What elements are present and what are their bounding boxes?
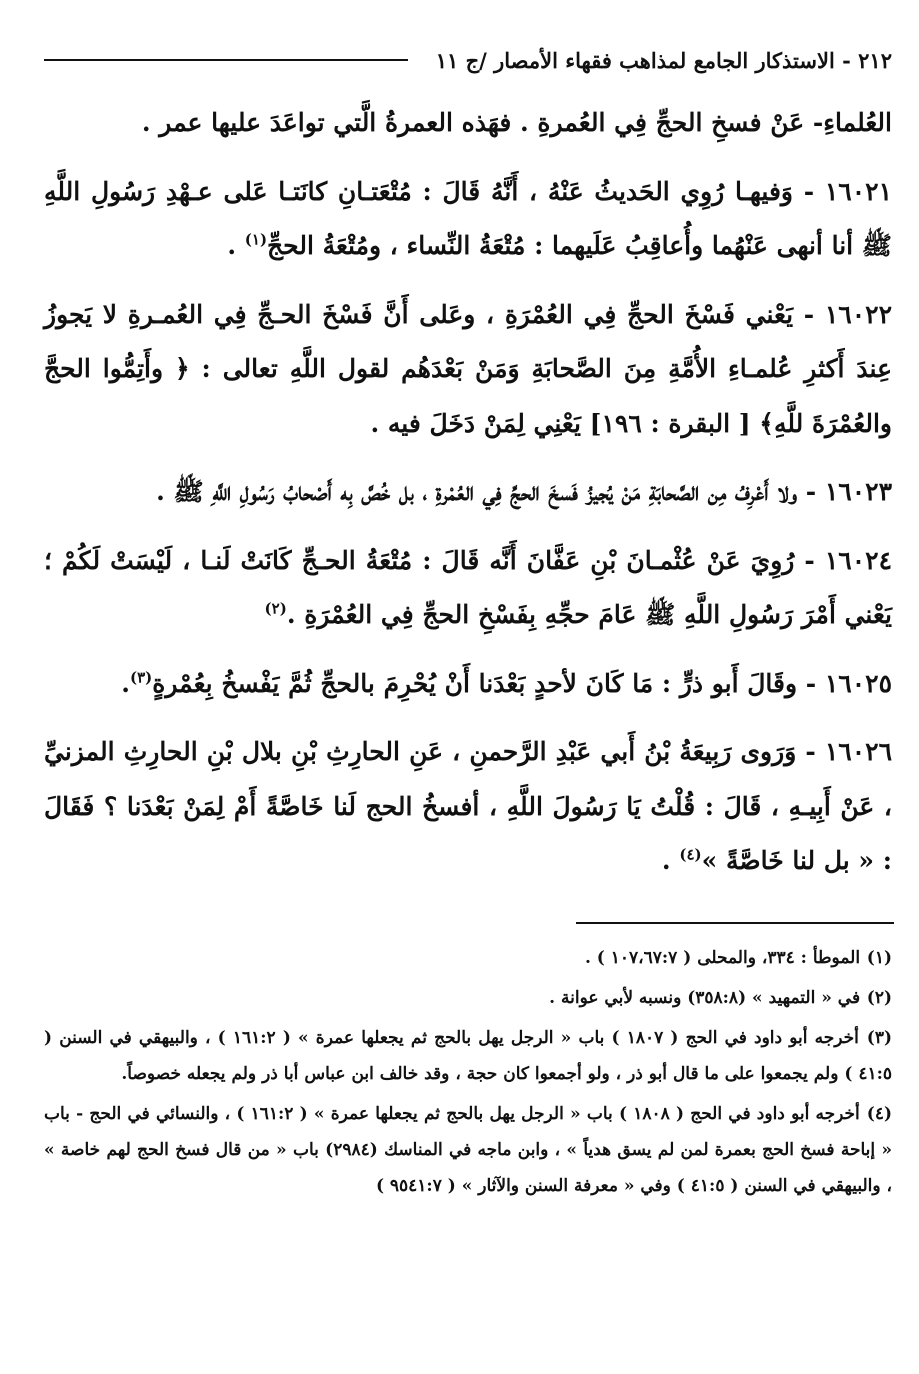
paragraph-16026 bbox=[44, 725, 892, 889]
footnote-2 bbox=[44, 980, 892, 1016]
paragraph-16023 bbox=[44, 465, 892, 520]
paragraph-end: . bbox=[121, 668, 130, 698]
footnote-number: (١) bbox=[866, 948, 892, 968]
footnote-text: أخرجه أبو داود في الحج ( ١٨٠٨ ) باب « الرجل يهل بالحج ثم يجعلها عمرة » ( ١٦١:٢ ) ، والنسائي في الحج - باب « إباحة فسخ الحج بعمرة لمن لم يسق هدياً » ، وابن ماجه في المناسك (٢٩٨٤) باب « من قال فسخ الحج لهم خاصة » ، والبيهقي في السنن ( ٤١:٥ ) وفي « معرفة السنن والآثار » ( ٩٥٤١:٧ ) bbox=[44, 1104, 892, 1196]
footnote-text: الموطأ : ٣٣٤، والمحلى ( ١٠٧،٦٧:٧ ) . bbox=[584, 948, 861, 968]
footnote-marker: (١) bbox=[244, 230, 268, 249]
paragraph-16024 bbox=[44, 534, 892, 643]
paragraph-end: . bbox=[661, 846, 680, 875]
paragraph-text: ١٦٠٢١ - وَفيهـا رُوِي الحَديثُ عَنْهُ ، أَنَّهُ قَالَ : مُتْعَتـانِ كانَتـا عَلى عـهْدِ رَسُولِ اللَّهِ ﷺ أنا أنهى عَنْهُما وأُعاقِبُ عَلَيهما : مُتْعَةُ النِّساء ، ومُتْعَةُ الحجِّ bbox=[44, 176, 892, 260]
footnote-marker: (٤) bbox=[679, 845, 702, 864]
footnote-4 bbox=[44, 1096, 892, 1204]
paragraph-text: ١٦٠٢٥ - وقَالَ أَبو ذرٍّ : مَا كَانَ لأحدٍ بَعْدَنا أَنْ يُحْرِمَ بالحجِّ ثُمَّ يَفْسخُ بِعُمْرةٍ bbox=[152, 668, 892, 698]
paragraph-text: ١٦٠٢٤ - رُوِيَ عَنْ عُثْمـانَ بْنِ عَفَّانَ أَنَّه قَالَ : مُتْعَةُ الحـجِّ كَانَتْ لَنـا ، لَيْسَتْ لَكُمْ ؛ يَعْني أَمْرَ رَسُولِ اللَّهِ ﷺ عَامَ حجِّهِ بِفَسْخِ الحجِّ فِي العُمْرَةِ . bbox=[44, 545, 892, 629]
main-text bbox=[44, 96, 892, 889]
footnotes bbox=[44, 940, 892, 1208]
footnote-number: (٢) bbox=[866, 988, 892, 1008]
paragraph-text: ١٦٠٢٢ - يَعْني فَسْخَ الحجِّ فِي العُمْرَةِ ، وعَلى أَنَّ فَسْخَ الحـجِّ فِي العُمـرةِ لا يَجوزُ عِندَ أَكثرِ عُلمـاءِ الأُمَّةِ مِنَ الصَّحابَةِ وَمَنْ بَعْدَهُم لقول اللَّهِ تعالى : ﴿ وأَتِمُّوا الحجَّ والعُمْرَةَ للَّهِ﴾ [ البقرة : ١٩٦] يَعْنِي لِمَنْ دَخَلَ فيه . bbox=[44, 299, 892, 438]
paragraph-16022 bbox=[44, 288, 892, 452]
footnote-marker: (٢) bbox=[264, 599, 287, 618]
paragraph-16025 bbox=[44, 657, 892, 712]
paragraph-continuation bbox=[44, 96, 892, 151]
footnote-1 bbox=[44, 940, 892, 976]
paragraph-text: ١٦٠٢٣ - ولا أَعْرِفُ مِن الصَّحابَةِ مَنْ يُجيزُ فَسخَ الحجِّ فِي العُمْرةِ ، بل خُصَّ بِه أَصْحابُ رَسُولِ اللَّهِ ﷺ . bbox=[156, 477, 892, 506]
footnote-number: (٤) bbox=[866, 1104, 892, 1124]
paragraph-text: ١٦٠٢٦ - وَرَوى رَبِيعَةُ بْنُ أَبي عَبْدِ الرَّحمنِ ، عَنِ الحارِثِ بْنِ بلال بْنِ الحارِثِ المزنيِّ ، عَنْ أَبِيـهِ ، قَالَ : قُلْتُ يَا رَسُولَ اللَّهِ ، أفسخُ الحج لَنا خَاصَّةً أَمْ لِمَنْ بَعْدَنا ؟ فَقَالَ : « بل لنا خَاصَّةً » bbox=[44, 737, 892, 875]
footnote-marker: (٣) bbox=[130, 668, 153, 687]
running-header-title: ٢١٢ - الاستذكار الجامع لمذاهب فقهاء الأمصار /ج ١١ bbox=[435, 47, 892, 73]
header-rule bbox=[44, 59, 408, 61]
paragraph-end: . bbox=[227, 231, 245, 260]
footnote-number: (٣) bbox=[866, 1028, 893, 1048]
paragraph-text: العُلماءِ- عَنْ فسخِ الحجِّ فِي العُمرةِ . فهَذه العمرةُ الَّتي تواعَدَ عليها عمر . bbox=[141, 108, 892, 137]
footnote-text: أخرجه أبو داود في الحج ( ١٨٠٧ ) باب « الرجل يهل بالحج ثم يجعلها عمرة » ( ١٦١:٢ ) ، والبيهقي في السنن ( ٤١:٥ ) ولم يجمعوا على ما قال أبو ذر ، ولو أجمعوا كان حجة ، وقد خالف ابن عباس أبا ذر ولم يجعله خصوصاً. bbox=[44, 1028, 892, 1084]
footnote-separator bbox=[576, 922, 894, 924]
footnote-3 bbox=[44, 1020, 892, 1092]
page-header bbox=[44, 40, 892, 80]
footnote-text: في « التمهيد » (٣٥٨:٨) ونسبه لأبي عوانة . bbox=[549, 988, 861, 1008]
paragraph-16021 bbox=[44, 165, 892, 274]
